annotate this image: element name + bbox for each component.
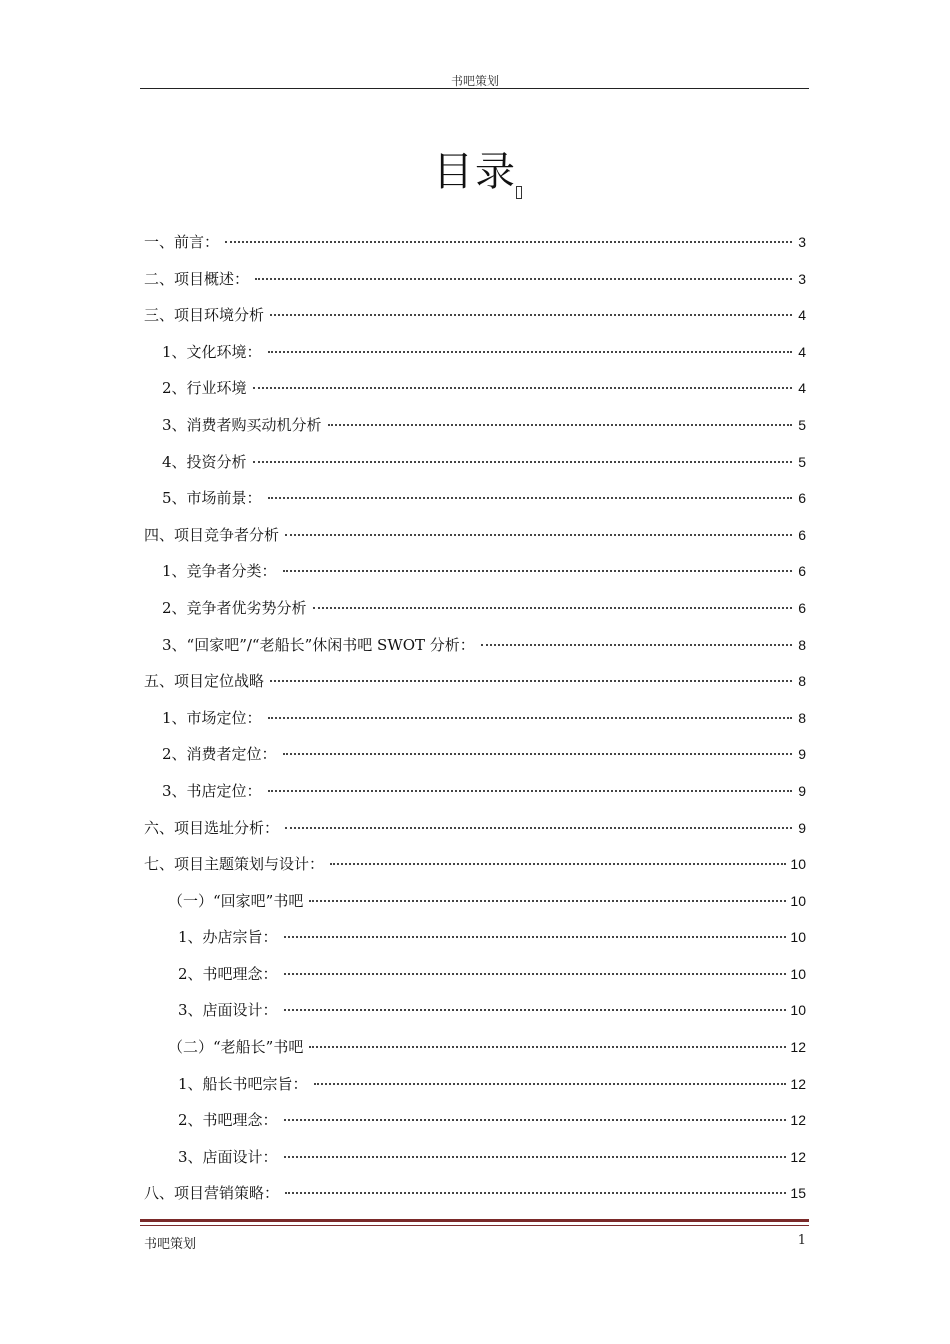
toc-entry-page: 8 <box>798 636 806 653</box>
toc-entry-label: 2、竞争者优劣势分析 <box>162 598 307 617</box>
toc-entry[interactable] <box>144 1175 806 1212</box>
toc-entry-label: 3、店面设计： <box>178 1001 278 1020</box>
toc-dot-leader <box>225 240 792 243</box>
toc-dot-leader <box>309 1045 786 1048</box>
toc-entry[interactable] <box>144 627 806 664</box>
toc-entry-page: 10 <box>790 892 806 909</box>
toc-entry-label: 二、项目概述： <box>144 269 250 288</box>
toc-entry-label: 4、投资分析 <box>162 452 247 471</box>
toc-dot-leader <box>284 1155 787 1158</box>
page-header: 书吧策划 <box>450 74 499 88</box>
toc-entry-page: 12 <box>790 1148 806 1165</box>
toc-entry[interactable] <box>144 919 806 956</box>
toc-entry-page: 4 <box>798 343 806 360</box>
toc-entry-page: 3 <box>798 270 806 287</box>
toc-entry-label: 1、办店宗旨： <box>178 928 278 947</box>
toc-dot-leader <box>268 350 792 353</box>
toc-entry-label: （二）“老船长”书吧 <box>168 1038 304 1057</box>
toc-entry[interactable] <box>144 1102 806 1139</box>
toc-entry-label: 1、竞争者分类： <box>162 562 277 581</box>
toc-entry[interactable] <box>144 736 806 773</box>
toc-entry[interactable] <box>144 883 806 920</box>
toc-dot-leader <box>270 313 792 316</box>
toc-entry-label: 2、书吧理念： <box>178 964 278 983</box>
toc-entry-page: 6 <box>798 599 806 616</box>
toc-dot-leader <box>270 679 792 682</box>
toc-dot-leader <box>313 606 792 609</box>
toc-entry-page: 3 <box>798 234 806 250</box>
toc-dot-leader <box>253 386 792 389</box>
toc-entry-label: 四、项目竞争者分析 <box>144 525 280 544</box>
toc-entry[interactable] <box>144 1139 806 1176</box>
toc-entry-page: 4 <box>798 380 806 397</box>
toc-dot-leader <box>285 1191 786 1194</box>
toc-entry-label: 八、项目营销策略： <box>144 1184 280 1203</box>
toc-entry[interactable] <box>144 480 806 517</box>
toc-entry-page: 10 <box>790 929 806 946</box>
toc-entry[interactable] <box>144 407 806 444</box>
toc-entry[interactable] <box>144 663 806 700</box>
toc-dot-leader <box>283 569 792 572</box>
toc-entry-label: 1、市场定位： <box>162 708 262 727</box>
toc-entry-label: 1、船长书吧宗旨： <box>178 1074 308 1093</box>
toc-dot-leader <box>284 935 787 938</box>
toc-entry[interactable] <box>144 297 806 334</box>
toc-dot-leader <box>314 1082 787 1085</box>
toc-entry-page: 9 <box>798 819 806 836</box>
toc-dot-leader <box>309 899 786 902</box>
toc-entry[interactable] <box>144 810 806 847</box>
toc-entry[interactable] <box>144 334 806 371</box>
toc-entry[interactable] <box>144 444 806 481</box>
table-of-contents <box>144 224 806 1212</box>
toc-entry-label: 五、项目定位战略 <box>144 672 265 691</box>
toc-dot-leader <box>330 862 786 865</box>
toc-dot-leader <box>285 826 792 829</box>
toc-entry-label: 2、消费者定位： <box>162 745 277 764</box>
toc-entry[interactable] <box>144 517 806 554</box>
toc-entry-label: 2、书吧理念： <box>178 1111 278 1130</box>
toc-entry-label: （一）“回家吧”书吧 <box>168 891 304 910</box>
toc-entry[interactable] <box>144 224 806 261</box>
toc-entry-label: 3、“回家吧”/“老船长”休闲书吧 SWOT 分析： <box>162 635 475 654</box>
toc-entry[interactable] <box>144 590 806 627</box>
footer-page-number: 1 <box>797 1233 806 1248</box>
toc-entry-page: 6 <box>798 490 806 507</box>
toc-entry-label: 七、项目主题策划与设计： <box>144 855 325 874</box>
header-divider <box>140 88 809 89</box>
toc-entry-page: 8 <box>798 709 806 726</box>
toc-entry-label: 5、市场前景： <box>162 489 262 508</box>
toc-entry-label: 一、前言： <box>144 233 220 251</box>
toc-dot-leader <box>268 496 792 499</box>
toc-entry[interactable] <box>144 370 806 407</box>
toc-entry[interactable] <box>144 773 806 810</box>
toc-dot-leader <box>253 460 792 463</box>
toc-entry-page: 12 <box>790 1039 806 1056</box>
footer-divider-thin <box>140 1225 809 1226</box>
toc-entry[interactable] <box>144 1029 806 1066</box>
toc-entry-page: 4 <box>798 307 806 324</box>
toc-entry-label: 2、行业环境 <box>162 379 247 398</box>
toc-entry-page: 12 <box>790 1075 806 1092</box>
toc-entry-page: 9 <box>798 746 806 763</box>
footer-divider-thick <box>140 1219 809 1222</box>
toc-entry[interactable] <box>144 1066 806 1103</box>
toc-entry-page: 10 <box>790 856 806 873</box>
toc-entry-page: 6 <box>798 563 806 580</box>
toc-entry-label: 3、消费者购买动机分析 <box>162 415 322 434</box>
toc-entry[interactable] <box>144 846 806 883</box>
toc-entry-page: 10 <box>790 1002 806 1019</box>
toc-entry[interactable] <box>144 553 806 590</box>
toc-entry[interactable] <box>144 992 806 1029</box>
toc-entry-page: 5 <box>798 416 806 433</box>
toc-dot-leader <box>481 643 792 646</box>
toc-dot-leader <box>283 752 792 755</box>
toc-entry-page: 15 <box>790 1185 806 1202</box>
placeholder-glyph-icon <box>516 186 522 199</box>
page-title: 目录 <box>433 149 517 195</box>
toc-dot-leader <box>285 533 792 536</box>
toc-dot-leader <box>255 277 792 280</box>
toc-entry[interactable] <box>144 261 806 298</box>
toc-entry-page: 5 <box>798 453 806 470</box>
toc-entry-page: 12 <box>790 1112 806 1129</box>
toc-entry[interactable] <box>144 700 806 737</box>
toc-entry-page: 10 <box>790 965 806 982</box>
toc-entry-label: 1、文化环境： <box>162 342 262 361</box>
toc-entry[interactable] <box>144 956 806 993</box>
toc-dot-leader <box>268 789 792 792</box>
toc-dot-leader <box>284 1008 787 1011</box>
toc-entry-label: 3、店面设计： <box>178 1147 278 1166</box>
toc-dot-leader <box>328 423 792 426</box>
toc-entry-page: 9 <box>798 782 806 799</box>
toc-entry-label: 3、书店定位： <box>162 781 262 800</box>
footer-title: 书吧策划 <box>144 1237 197 1252</box>
toc-entry-label: 六、项目选址分析： <box>144 818 280 837</box>
toc-dot-leader <box>268 716 792 719</box>
toc-entry-label: 三、项目环境分析 <box>144 306 265 325</box>
toc-entry-page: 8 <box>798 673 806 690</box>
toc-entry-page: 6 <box>798 526 806 543</box>
toc-dot-leader <box>284 972 787 975</box>
toc-dot-leader <box>284 1118 787 1121</box>
